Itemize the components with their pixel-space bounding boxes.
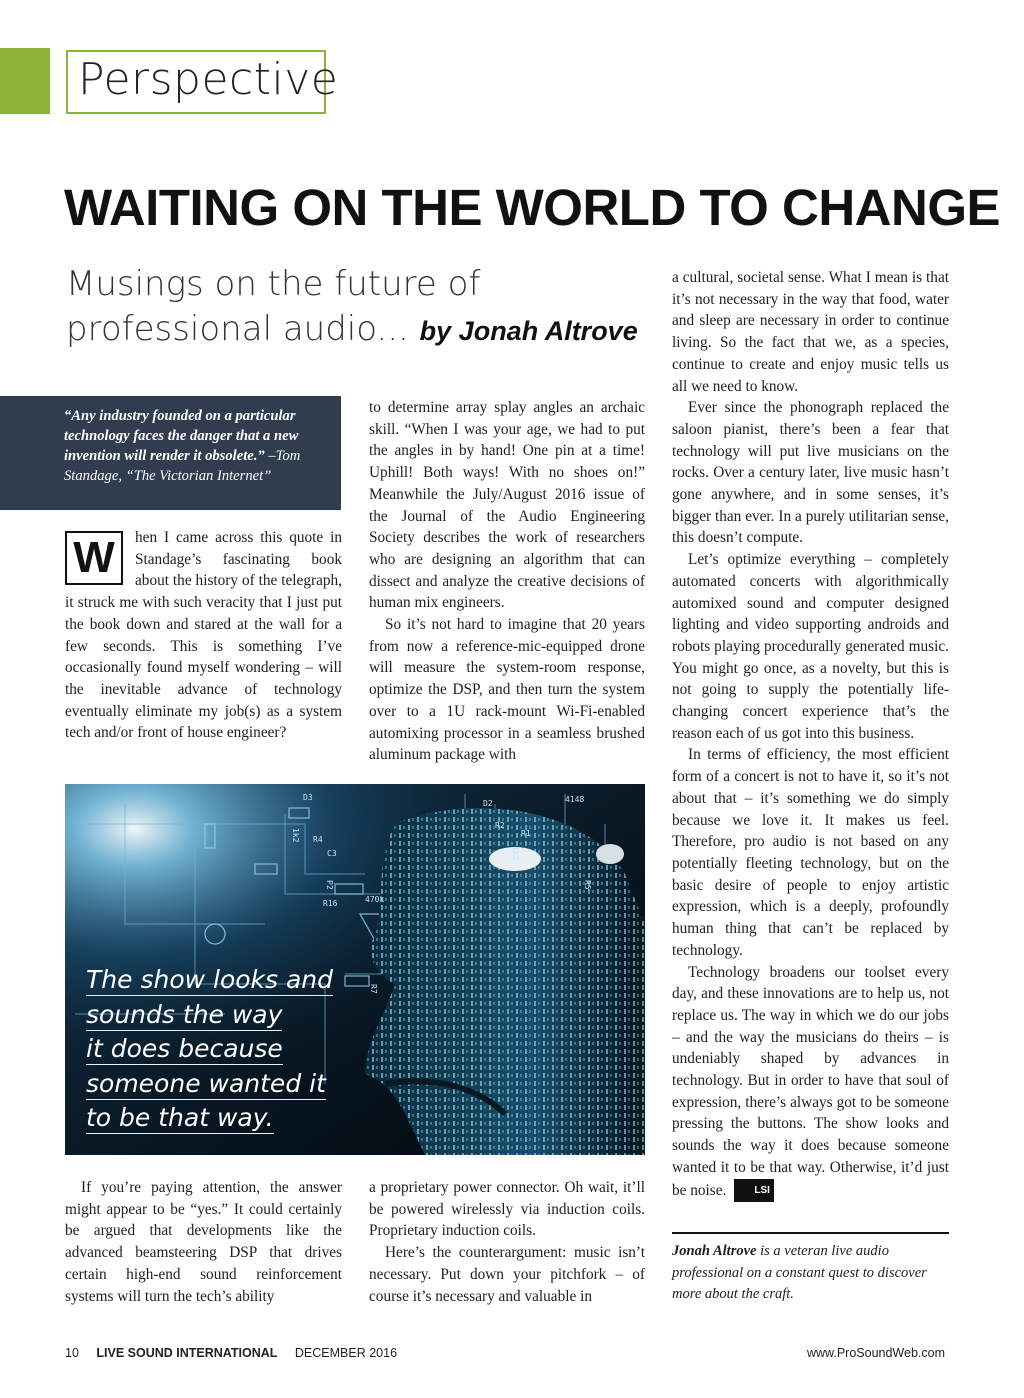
pull-quote-text: “Any industry founded on a particular technology faces the danger that a new invention will render it obsolete.” <box>64 408 299 464</box>
paragraph: Let’s optimize everything – completely automated concerts with algorithmically automixed sound and computer designed lighting and video supporting androids and robots playing procedurally generated music. You might go once, as a novelty, but this is not going to supply the potentially life-changing concert experience that’s the reason each of us got into this business. <box>672 551 949 742</box>
paragraph: hen I came across this quote in Standage’s fascinating book about the history of the telegraph, it struck me with such veracity that I just put the book down and stared at the wall for a few seconds. This is something I’ve occasionally found myself wondering – will the inevitable advance of technology eventually eliminate my job(s) as a system tech and/or front of house engineer? <box>65 529 342 742</box>
section-accent-bar <box>0 48 50 114</box>
circuit-label: 1k2 <box>291 828 300 843</box>
caption-line: it does because <box>86 1034 283 1063</box>
caption-line: The show looks and <box>86 965 334 994</box>
page-footer <box>65 1346 945 1360</box>
paragraph-final <box>672 962 949 1203</box>
column-1-top <box>65 527 342 744</box>
pull-quote-attribution: –Tom Standage, “The Victorian Internet” <box>64 448 301 484</box>
paragraph: In terms of efficiency, the most efficient form of a concert is not to have it, so it’s not about that – it’s something we do simply because we love it. It makes us feel. Therefore, pro audio is not based on any potentially fleeting technology, but on the basic desire of people to enjoy artistic expression, which is a deeply, profoundly human thing that can’t be replaced by technology. <box>672 746 949 959</box>
circuit-label: C3 <box>327 849 337 858</box>
caption-line: someone wanted it <box>86 1068 326 1098</box>
paragraph: a cultural, societal sense. What I mean is that it’s not necessary in the way that food, water and sleep are necessary in order to continue living. So the fact that we, as a species, continue to create and enjoy music tells us all we need to know. <box>672 269 949 395</box>
final-paragraph-text: Technology broadens our toolset every day, and these innovations are to help us, not replace us. The way in which we do our jobs – and the way the musicians do theirs – is undeniably shaped by advances in technology. But in order to have that soul of expression, there’s always got to be someone pressing the buttons. The show looks and sounds the way it does because someone wanted it to be that way. Otherwise, it’d just be noise. <box>672 963 949 1199</box>
byline: by Jonah Altrove <box>419 316 638 346</box>
circuit-label: R2 <box>495 821 505 830</box>
circuit-label: D3 <box>303 793 313 802</box>
circuit-label: R7 <box>369 984 378 994</box>
column-2-bottom <box>369 1177 645 1307</box>
bio-text: is a veteran live audio professional on a constant quest to discover more about the craft. <box>672 1243 927 1303</box>
circuit-label: 470k <box>365 895 385 904</box>
circuit-label: R1 <box>521 829 531 838</box>
caption-line: sounds the way <box>86 999 283 1029</box>
pull-quote <box>64 406 332 486</box>
paragraph: If you’re paying attention, the answer might appear to be “yes.” It could certainly be argued that developments like the advanced beamsteering DSP that drives certain high-end sound reinforcement systems will turn the tech’s ability <box>65 1179 342 1305</box>
website-link[interactable]: www.ProSoundWeb.com <box>806 1346 945 1360</box>
circuit-label: R4 <box>313 835 323 844</box>
headline: WAITING ON THE WORLD TO CHANGE <box>64 179 1001 236</box>
end-mark: LSI <box>734 1179 774 1203</box>
paragraph: Ever since the phonograph replaced the saloon pianist, there’s been a fear that technology will put live musicians on the rocks. Over a century later, live music hasn’t gone anywhere, and in some senses, it’s bigger than ever. In a purely utilitarian sense, this doesn’t compute. <box>672 399 949 547</box>
column-2-top <box>369 397 645 766</box>
caption-line: to be that way. <box>86 1103 274 1132</box>
subtitle-block <box>66 262 646 354</box>
column-3 <box>672 267 949 1202</box>
paragraph: to determine array splay angles an archaic skill. “When I was your age, we had to put the angles in by hand! One pin at a time! Uphill! Both ways! With no shoes on!” Meanwhile the July/August 2016 issue of the Journal of the Audio Engineering Society describes the work of researchers who are designing an algorithm that can dissect and analyze the creative decisions of human mix engineers. <box>369 399 645 612</box>
circuit-label: R16 <box>323 899 338 908</box>
circuit-label: P2 <box>325 880 334 890</box>
image-caption <box>86 963 346 1136</box>
circuit-label: 4148 <box>565 795 585 804</box>
page-number: 10 <box>65 1346 79 1360</box>
section-label: Perspective <box>78 54 339 105</box>
subtitle: Musings on the future of professional audio... <box>66 264 481 349</box>
paragraph: a proprietary power connector. Oh wait, it’ll be powered wirelessly via induction coils. Proprietary induction coils. <box>369 1179 645 1240</box>
issue-date: DECEMBER 2016 <box>294 1346 398 1360</box>
paragraph: So it’s not hard to imagine that 20 years from now a reference-mic-equipped drone will measure the system-room response, optimize the DSP, and then turn the system over to a 1U rack-mount Wi-Fi-enabled automixing processor in a seamless brushed aluminum package with <box>369 616 645 764</box>
circuit-label: D2 <box>483 799 493 808</box>
magazine-name: LIVE SOUND INTERNATIONAL <box>96 1346 278 1360</box>
author-bio <box>672 1241 949 1306</box>
bio-divider <box>672 1232 949 1234</box>
circuit-label: 1k2 <box>511 846 520 861</box>
drop-cap: W <box>65 531 123 585</box>
paragraph: Here’s the counterargument: music isn’t necessary. Put down your pitchfork – of course it’s necessary and valuable in <box>369 1244 645 1305</box>
android-eye <box>596 844 624 864</box>
bio-author-name: Jonah Altrove <box>672 1243 757 1259</box>
circuit-label: R5 <box>583 880 592 890</box>
column-1-bottom <box>65 1177 342 1307</box>
